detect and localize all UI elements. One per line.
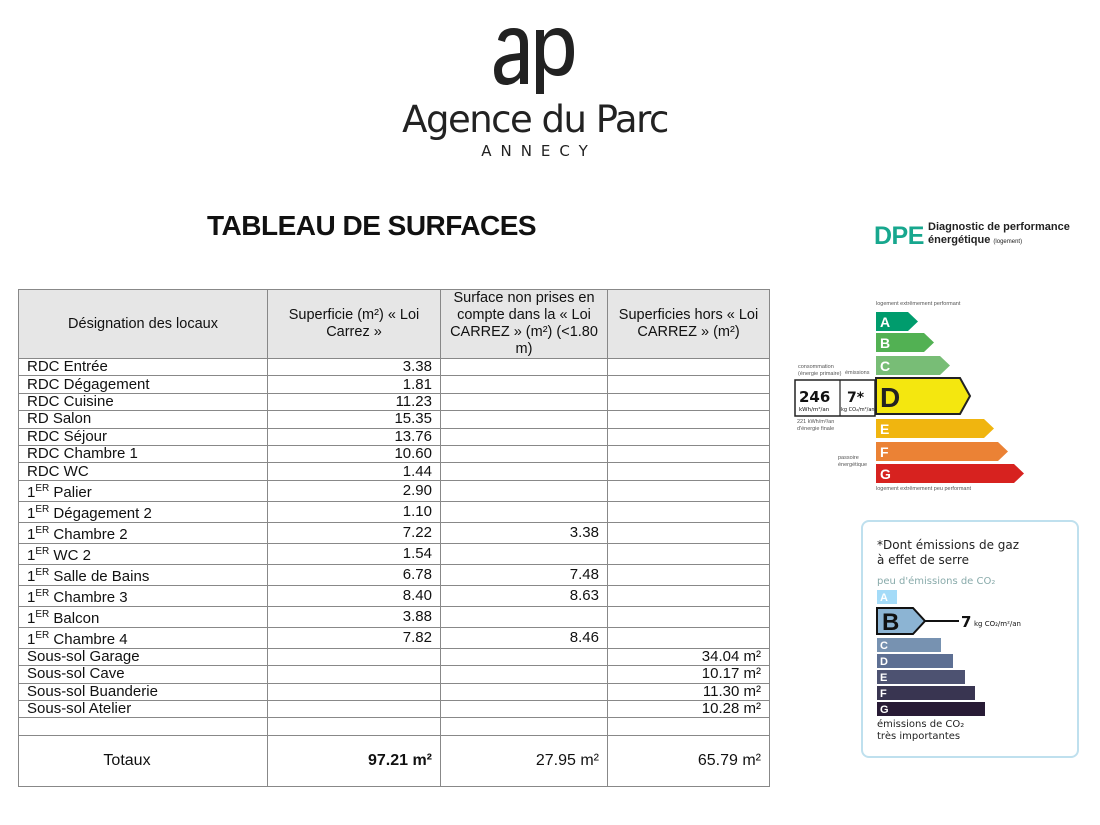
- row-carrez: 2.90: [268, 480, 441, 501]
- dpe-emis-value: 7*: [847, 390, 865, 406]
- row-non-carrez: 3.38: [441, 522, 608, 543]
- ap-monogram-icon: [490, 22, 580, 94]
- dpe-subtitle-line1: Diagnostic de performance: [928, 221, 1070, 233]
- row-carrez: 3.88: [268, 606, 441, 627]
- ges-bottom-line1: émissions de CO₂: [877, 719, 965, 730]
- row-non-carrez: [441, 359, 608, 376]
- row-designation: RDC Séjour: [19, 428, 268, 445]
- row-hors-carrez: [608, 606, 770, 627]
- row-carrez: [268, 648, 441, 665]
- table-row: [19, 543, 770, 564]
- ges-scale: [863, 522, 1077, 756]
- row-name: WC 2: [53, 546, 91, 564]
- ges-panel: [861, 520, 1079, 758]
- row-carrez: [268, 666, 441, 683]
- dpe-scale: [790, 215, 1080, 505]
- ges-class-g-label: G: [880, 704, 889, 716]
- row-hors-carrez: [608, 411, 770, 428]
- ges-class-d-bar: [877, 654, 953, 668]
- row-designation: 1ER Salle de Bains: [19, 564, 268, 585]
- row-carrez: 1.10: [268, 501, 441, 522]
- totals-label: Totaux: [19, 735, 268, 786]
- row-non-carrez: [441, 501, 608, 522]
- row-hors-carrez: [608, 376, 770, 393]
- row-hors-carrez: [608, 359, 770, 376]
- dpe-emis-label: émissions: [845, 370, 870, 376]
- ges-class-e-bar: [877, 670, 965, 684]
- row-designation: Sous-sol Buanderie: [19, 683, 268, 700]
- ges-class-c-label: C: [880, 640, 888, 652]
- agency-logo: [400, 22, 670, 160]
- floor-superscript: ER: [35, 503, 50, 515]
- dpe-heading: DPE: [874, 222, 924, 250]
- dpe-class-g-bar: [876, 464, 1024, 483]
- dpe-final-note: 221 kWh/m²/an d'énergie finale: [797, 419, 835, 432]
- row-designation: 1ER Dégagement 2: [19, 501, 268, 522]
- ges-top-label: peu d'émissions de CO₂: [877, 576, 996, 587]
- row-carrez: 11.23: [268, 393, 441, 410]
- dpe-class-f-bar: [876, 442, 1008, 461]
- totals-row: [19, 735, 770, 786]
- floor-superscript: ER: [35, 524, 50, 536]
- brand-name: Agence du Parc: [402, 98, 668, 141]
- table-row: [19, 666, 770, 683]
- surfaces-table: [18, 289, 770, 787]
- ges-class-b-label: B: [882, 609, 900, 636]
- row-designation: RD Salon: [19, 411, 268, 428]
- brand-city: ANNECY: [481, 142, 597, 160]
- table-row: [19, 700, 770, 717]
- row-hors-carrez: 34.04 m²: [608, 648, 770, 665]
- row-non-carrez: [441, 700, 608, 717]
- dpe-passoire-label: passoire énergétique: [838, 455, 868, 468]
- row-non-carrez: [441, 376, 608, 393]
- row-designation: RDC Dégagement: [19, 376, 268, 393]
- row-carrez: 7.22: [268, 522, 441, 543]
- row-designation: 1ER Chambre 2: [19, 522, 268, 543]
- ges-class-f-label: F: [880, 688, 887, 700]
- ges-unit: kg CO₂/m²/an: [974, 620, 1021, 628]
- row-designation: 1ER Chambre 3: [19, 585, 268, 606]
- row-name: Chambre 3: [53, 588, 128, 606]
- row-designation: RDC Cuisine: [19, 393, 268, 410]
- row-non-carrez: [441, 648, 608, 665]
- row-hors-carrez: [608, 501, 770, 522]
- table-row: [19, 393, 770, 410]
- row-hors-carrez: 11.30 m²: [608, 683, 770, 700]
- dpe-emis-unit: kg CO₂/m²/an: [841, 407, 875, 413]
- row-hors-carrez: 10.28 m²: [608, 700, 770, 717]
- dpe-top-label: logement extrêmement performant: [876, 301, 961, 307]
- row-carrez: [268, 700, 441, 717]
- row-non-carrez: 7.48: [441, 564, 608, 585]
- row-hors-carrez: 10.17 m²: [608, 666, 770, 683]
- row-name: Dégagement 2: [53, 504, 152, 522]
- row-designation: RDC WC: [19, 463, 268, 480]
- row-non-carrez: [441, 411, 608, 428]
- row-carrez: [268, 718, 441, 735]
- dpe-class-g-label: G: [880, 466, 891, 482]
- table-row: [19, 564, 770, 585]
- dpe-class-e-label: E: [880, 421, 890, 437]
- dpe-subtitle-line2: énergétique: [928, 234, 991, 246]
- row-hors-carrez: [608, 564, 770, 585]
- header-non-carrez: Surface non prises en compte dans la « Loi CARREZ » (m²) (<1.80 m): [441, 290, 608, 359]
- floor-superscript: ER: [35, 566, 50, 578]
- ges-value: 7: [961, 613, 972, 631]
- totals-carrez: 97.21 m²: [268, 735, 441, 786]
- row-carrez: 6.78: [268, 564, 441, 585]
- table-row: [19, 606, 770, 627]
- dpe-class-a-label: A: [880, 314, 891, 330]
- row-name: Balcon: [53, 609, 100, 627]
- dpe-class-c-label: C: [880, 358, 891, 374]
- row-non-carrez: [441, 543, 608, 564]
- dpe-conso-value: 246: [799, 388, 831, 406]
- totals-non-carrez: 27.95 m²: [441, 735, 608, 786]
- dpe-class-b-label: B: [880, 335, 891, 351]
- row-hors-carrez: [608, 393, 770, 410]
- row-hors-carrez: [608, 585, 770, 606]
- floor-superscript: ER: [35, 545, 50, 557]
- ges-note-line1: *Dont émissions de gaz: [877, 538, 1020, 552]
- row-hors-carrez: [608, 445, 770, 462]
- row-designation: RDC Chambre 1: [19, 445, 268, 462]
- row-non-carrez: [441, 718, 608, 735]
- table-row: [19, 359, 770, 376]
- row-carrez: [268, 683, 441, 700]
- table-row: [19, 463, 770, 480]
- page-title: TABLEAU DE SURFACES: [207, 210, 537, 241]
- dpe-bottom-label: logement extrêmement peu performant: [876, 486, 972, 492]
- table-row: [19, 480, 770, 501]
- row-designation: [19, 718, 268, 735]
- row-designation: 1ER WC 2: [19, 543, 268, 564]
- row-name: Palier: [53, 483, 92, 501]
- row-designation: 1ER Balcon: [19, 606, 268, 627]
- dpe-class-d-label: D: [880, 382, 901, 413]
- table-row: [19, 445, 770, 462]
- dpe-panel: [790, 215, 1080, 505]
- totals-hors-carrez: 65.79 m²: [608, 735, 770, 786]
- ges-class-g-bar: [877, 702, 985, 716]
- row-carrez: 10.60: [268, 445, 441, 462]
- row-hors-carrez: [608, 627, 770, 648]
- table-row: [19, 627, 770, 648]
- row-hors-carrez: [608, 428, 770, 445]
- dpe-subtitle-small: (logement): [993, 239, 1023, 245]
- row-non-carrez: [441, 393, 608, 410]
- row-carrez: 1.81: [268, 376, 441, 393]
- ges-class-f-bar: [877, 686, 975, 700]
- row-non-carrez: 8.63: [441, 585, 608, 606]
- floor-superscript: ER: [35, 482, 50, 494]
- row-hors-carrez: [608, 522, 770, 543]
- row-non-carrez: [441, 480, 608, 501]
- table-row: [19, 718, 770, 735]
- row-carrez: 1.54: [268, 543, 441, 564]
- row-non-carrez: [441, 428, 608, 445]
- ges-bottom-line2: très importantes: [877, 731, 961, 742]
- row-carrez: 3.38: [268, 359, 441, 376]
- floor-superscript: ER: [35, 608, 50, 620]
- floor-superscript: ER: [35, 629, 50, 641]
- row-designation: Sous-sol Atelier: [19, 700, 268, 717]
- row-hors-carrez: [608, 543, 770, 564]
- table-row: [19, 683, 770, 700]
- floor-superscript: ER: [35, 587, 50, 599]
- row-non-carrez: [441, 666, 608, 683]
- row-non-carrez: [441, 606, 608, 627]
- dpe-conso-unit: kWh/m²/an: [799, 407, 830, 413]
- row-designation: RDC Entrée: [19, 359, 268, 376]
- row-carrez: 13.76: [268, 428, 441, 445]
- table-row: [19, 376, 770, 393]
- table-row: [19, 648, 770, 665]
- dpe-class-e-bar: [876, 419, 994, 438]
- row-hors-carrez: [608, 480, 770, 501]
- row-carrez: 15.35: [268, 411, 441, 428]
- row-hors-carrez: [608, 718, 770, 735]
- row-designation: 1ER Palier: [19, 480, 268, 501]
- header-designation: Désignation des locaux: [19, 290, 268, 359]
- row-name: Chambre 2: [53, 525, 128, 543]
- header-hors-carrez: Superficies hors « Loi CARREZ » (m²): [608, 290, 770, 359]
- row-non-carrez: [441, 683, 608, 700]
- row-hors-carrez: [608, 463, 770, 480]
- ges-note-line2: à effet de serre: [877, 553, 969, 567]
- table-header-row: [19, 290, 770, 359]
- dpe-class-f-label: F: [880, 444, 889, 460]
- header-carrez: Superficie (m²) « Loi Carrez »: [268, 290, 441, 359]
- row-designation: Sous-sol Garage: [19, 648, 268, 665]
- ges-class-e-label: E: [880, 672, 888, 684]
- row-carrez: 7.82: [268, 627, 441, 648]
- ges-class-a-label: A: [880, 592, 888, 604]
- row-name: Salle de Bains: [53, 567, 150, 585]
- row-designation: 1ER Chambre 4: [19, 627, 268, 648]
- table-row: [19, 585, 770, 606]
- row-carrez: 8.40: [268, 585, 441, 606]
- dpe-conso-label: consommation (énergie primaire): [798, 364, 842, 377]
- row-designation: Sous-sol Cave: [19, 666, 268, 683]
- row-non-carrez: 8.46: [441, 627, 608, 648]
- row-carrez: 1.44: [268, 463, 441, 480]
- row-non-carrez: [441, 445, 608, 462]
- table-row: [19, 428, 770, 445]
- table-row: [19, 411, 770, 428]
- ges-class-d-label: D: [880, 656, 888, 668]
- table-row: [19, 522, 770, 543]
- row-non-carrez: [441, 463, 608, 480]
- table-row: [19, 501, 770, 522]
- row-name: Chambre 4: [53, 630, 128, 648]
